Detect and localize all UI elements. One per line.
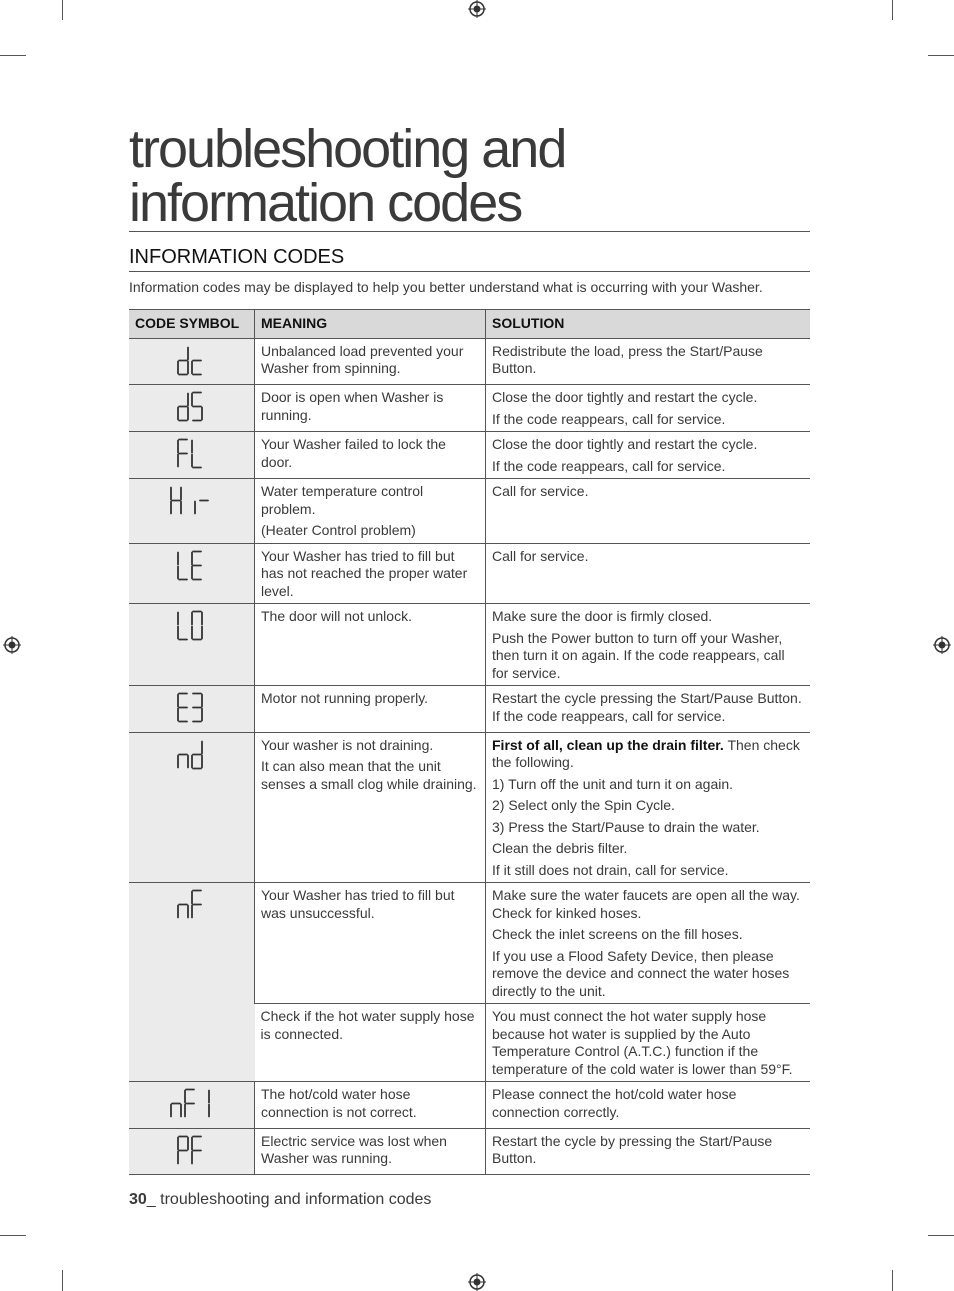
meaning-cell — [255, 385, 486, 432]
crop-mark — [928, 55, 954, 56]
solution-text: Restart the cycle by pressing the Start/Pause Button. — [492, 1132, 773, 1166]
solution-text: Close the door tightly and restart the cycle. — [492, 436, 758, 452]
meaning-cell — [255, 543, 486, 604]
code-symbol-cell — [129, 1128, 255, 1175]
meaning-text: Your Washer has tried to fill but was unsuccessful. — [261, 887, 455, 921]
section-heading: INFORMATION CODES — [129, 246, 810, 272]
page-title-line-1: troubleshooting and — [129, 119, 566, 179]
crop-mark — [62, 0, 63, 20]
meaning-cell — [255, 604, 486, 686]
meaning-text: It can also mean that the unit senses a small clog while draining. — [261, 758, 477, 792]
solution-text: 1) Turn off the unit and turn it on again. — [492, 775, 734, 792]
solution-text: Push the Power button to turn off your Washer, then turn it on again. If the code reappears, call for service. — [492, 629, 785, 681]
code-symbol-cell — [129, 479, 255, 544]
solution-text: Call for service. — [492, 483, 589, 499]
meaning-cell — [255, 883, 486, 1004]
table-row — [129, 543, 810, 604]
table-row — [129, 1082, 810, 1129]
registration-mark-icon — [933, 636, 951, 654]
crop-mark — [892, 1270, 893, 1291]
meaning-text: Check if the hot water supply hose is connected. — [260, 1008, 475, 1042]
table-body — [129, 338, 810, 1175]
crop-mark — [62, 1270, 63, 1291]
code-symbol-icon — [177, 739, 207, 771]
solution-cell — [486, 732, 811, 883]
code-symbol-text — [214, 485, 215, 486]
solution-text: Clean the debris filter. — [492, 840, 628, 856]
solution-text — [492, 737, 804, 772]
code-symbol-icon — [177, 1135, 207, 1167]
header-code-symbol: CODE SYMBOL — [129, 310, 255, 339]
code-symbol-text — [207, 1135, 208, 1136]
meaning-text: Water temperature control problem. — [261, 483, 424, 517]
solution-text: If it still does not drain, call for service. — [492, 861, 729, 878]
code-symbol-text — [207, 889, 208, 890]
meaning-cell — [255, 338, 486, 385]
solution-text: If you use a Flood Safety Device, then please remove the device and connect the water hoses directly to the unit. — [492, 947, 790, 999]
solution-cell — [486, 1128, 811, 1175]
meaning-cell — [255, 1004, 486, 1082]
page-title — [129, 119, 810, 233]
solution-cell — [486, 1004, 811, 1082]
solution-text: Redistribute the load, press the Start/Pause Button. — [492, 342, 763, 376]
meaning-text: Your Washer failed to lock the door. — [261, 436, 446, 470]
code-symbol-icon — [170, 1088, 214, 1120]
header-meaning: MEANING — [255, 310, 486, 339]
meaning-cell — [255, 686, 486, 733]
meaning-text: The hot/cold water hose connection is not correct. — [261, 1086, 417, 1120]
solution-cell — [486, 432, 811, 479]
table-row — [129, 432, 810, 479]
crop-mark — [928, 1235, 954, 1236]
page-footer — [129, 1191, 431, 1209]
code-symbol-icon — [177, 889, 207, 921]
solution-text: 3) Press the Start/Pause to drain the water. — [492, 818, 760, 835]
code-symbol-cell — [129, 1082, 255, 1129]
footer-text: _ troubleshooting and information codes — [146, 1191, 432, 1208]
solution-emphasis-continuation: Then check the following. — [492, 736, 800, 770]
solution-text: Check the inlet screens on the fill hoses. — [492, 926, 743, 942]
information-codes-table — [129, 309, 810, 1175]
solution-text: Make sure the door is firmly closed. — [492, 608, 713, 624]
code-symbol-text — [207, 438, 208, 439]
code-symbol-text — [207, 550, 208, 551]
code-symbol-icon — [177, 438, 207, 470]
meaning-text: Unbalanced load prevented your Washer from spinning. — [261, 342, 464, 376]
solution-text: 2) Select only the Spin Cycle. — [492, 797, 675, 813]
code-symbol-text — [207, 610, 208, 611]
code-symbol-icon — [177, 692, 207, 724]
registration-mark-icon — [468, 1273, 486, 1291]
meaning-cell — [255, 732, 486, 883]
solution-cell — [486, 604, 811, 686]
solution-cell — [486, 883, 811, 1004]
meaning-cell — [255, 432, 486, 479]
page-number: 30 — [129, 1191, 147, 1208]
solution-text: If the code reappears, call for service. — [492, 410, 726, 427]
code-symbol-icon — [177, 550, 207, 582]
solution-text: Close the door tightly and restart the cycle. — [492, 389, 758, 405]
solution-text: If the code reappears, call for service. — [492, 457, 726, 474]
code-symbol-text — [207, 391, 208, 392]
meaning-text: Door is open when Washer is running. — [261, 389, 444, 423]
solution-cell — [486, 1082, 811, 1129]
code-symbol-icon — [170, 485, 214, 517]
meaning-text: Electric service was lost when Washer was running. — [261, 1132, 447, 1166]
header-solution: SOLUTION — [486, 310, 811, 339]
code-symbol-cell — [129, 385, 255, 432]
code-symbol-text — [207, 739, 208, 740]
meaning-cell — [255, 1128, 486, 1175]
page-title-line-2: information codes — [129, 173, 522, 233]
section-intro: Information codes may be displayed to help you better understand what is occurring with your Washer. — [129, 279, 763, 295]
solution-text: You must connect the hot water supply hose because hot water is supplied by the Auto Temperature Control (A.T.C.) function if the temperature of the cold water is lower than 59°F. — [492, 1008, 793, 1077]
code-symbol-text — [207, 345, 208, 346]
table-row — [129, 883, 810, 1004]
table-row — [129, 1128, 810, 1175]
solution-cell — [486, 479, 811, 544]
meaning-text: Your Washer has tried to fill but has not reached the proper water level. — [261, 547, 468, 599]
code-symbol-cell — [129, 883, 255, 1082]
code-symbol-cell — [129, 432, 255, 479]
table-row — [129, 385, 810, 432]
meaning-cell — [255, 479, 486, 544]
solution-cell — [486, 543, 811, 604]
table-row — [129, 338, 810, 385]
code-symbol-cell — [129, 686, 255, 733]
code-symbol-cell — [129, 338, 255, 385]
solution-cell — [486, 385, 811, 432]
table-row — [129, 686, 810, 733]
solution-text: Make sure the water faucets are open all the way. Check for kinked hoses. — [492, 887, 800, 921]
crop-mark — [0, 55, 26, 56]
table-row — [129, 604, 810, 686]
solution-cell — [486, 686, 811, 733]
code-symbol-icon — [177, 345, 207, 377]
code-symbol-text — [214, 1088, 215, 1089]
solution-text: Please connect the hot/cold water hose connection correctly. — [492, 1086, 737, 1120]
registration-mark-icon — [468, 0, 486, 18]
registration-mark-icon — [3, 636, 21, 654]
meaning-cell — [255, 1082, 486, 1129]
solution-cell — [486, 338, 811, 385]
table-row — [129, 479, 810, 544]
table-row — [129, 732, 810, 883]
solution-emphasis: First of all, clean up the drain filter. — [492, 736, 724, 753]
meaning-text: Your washer is not draining. — [261, 736, 434, 753]
table-header-row — [129, 310, 810, 339]
code-symbol-cell — [129, 604, 255, 686]
solution-text: Call for service. — [492, 547, 589, 564]
meaning-text: Motor not running properly. — [261, 690, 429, 706]
code-symbol-icon — [177, 391, 207, 423]
code-symbol-cell — [129, 543, 255, 604]
solution-text: Restart the cycle pressing the Start/Pause Button. If the code reappears, call for service. — [492, 690, 802, 724]
crop-mark — [0, 1235, 26, 1236]
code-symbol-text — [207, 692, 208, 693]
code-symbol-icon — [177, 610, 207, 642]
code-symbol-cell — [129, 732, 255, 883]
crop-mark — [892, 0, 893, 20]
meaning-text: (Heater Control problem) — [261, 522, 416, 538]
meaning-text: The door will not unlock. — [261, 608, 412, 624]
